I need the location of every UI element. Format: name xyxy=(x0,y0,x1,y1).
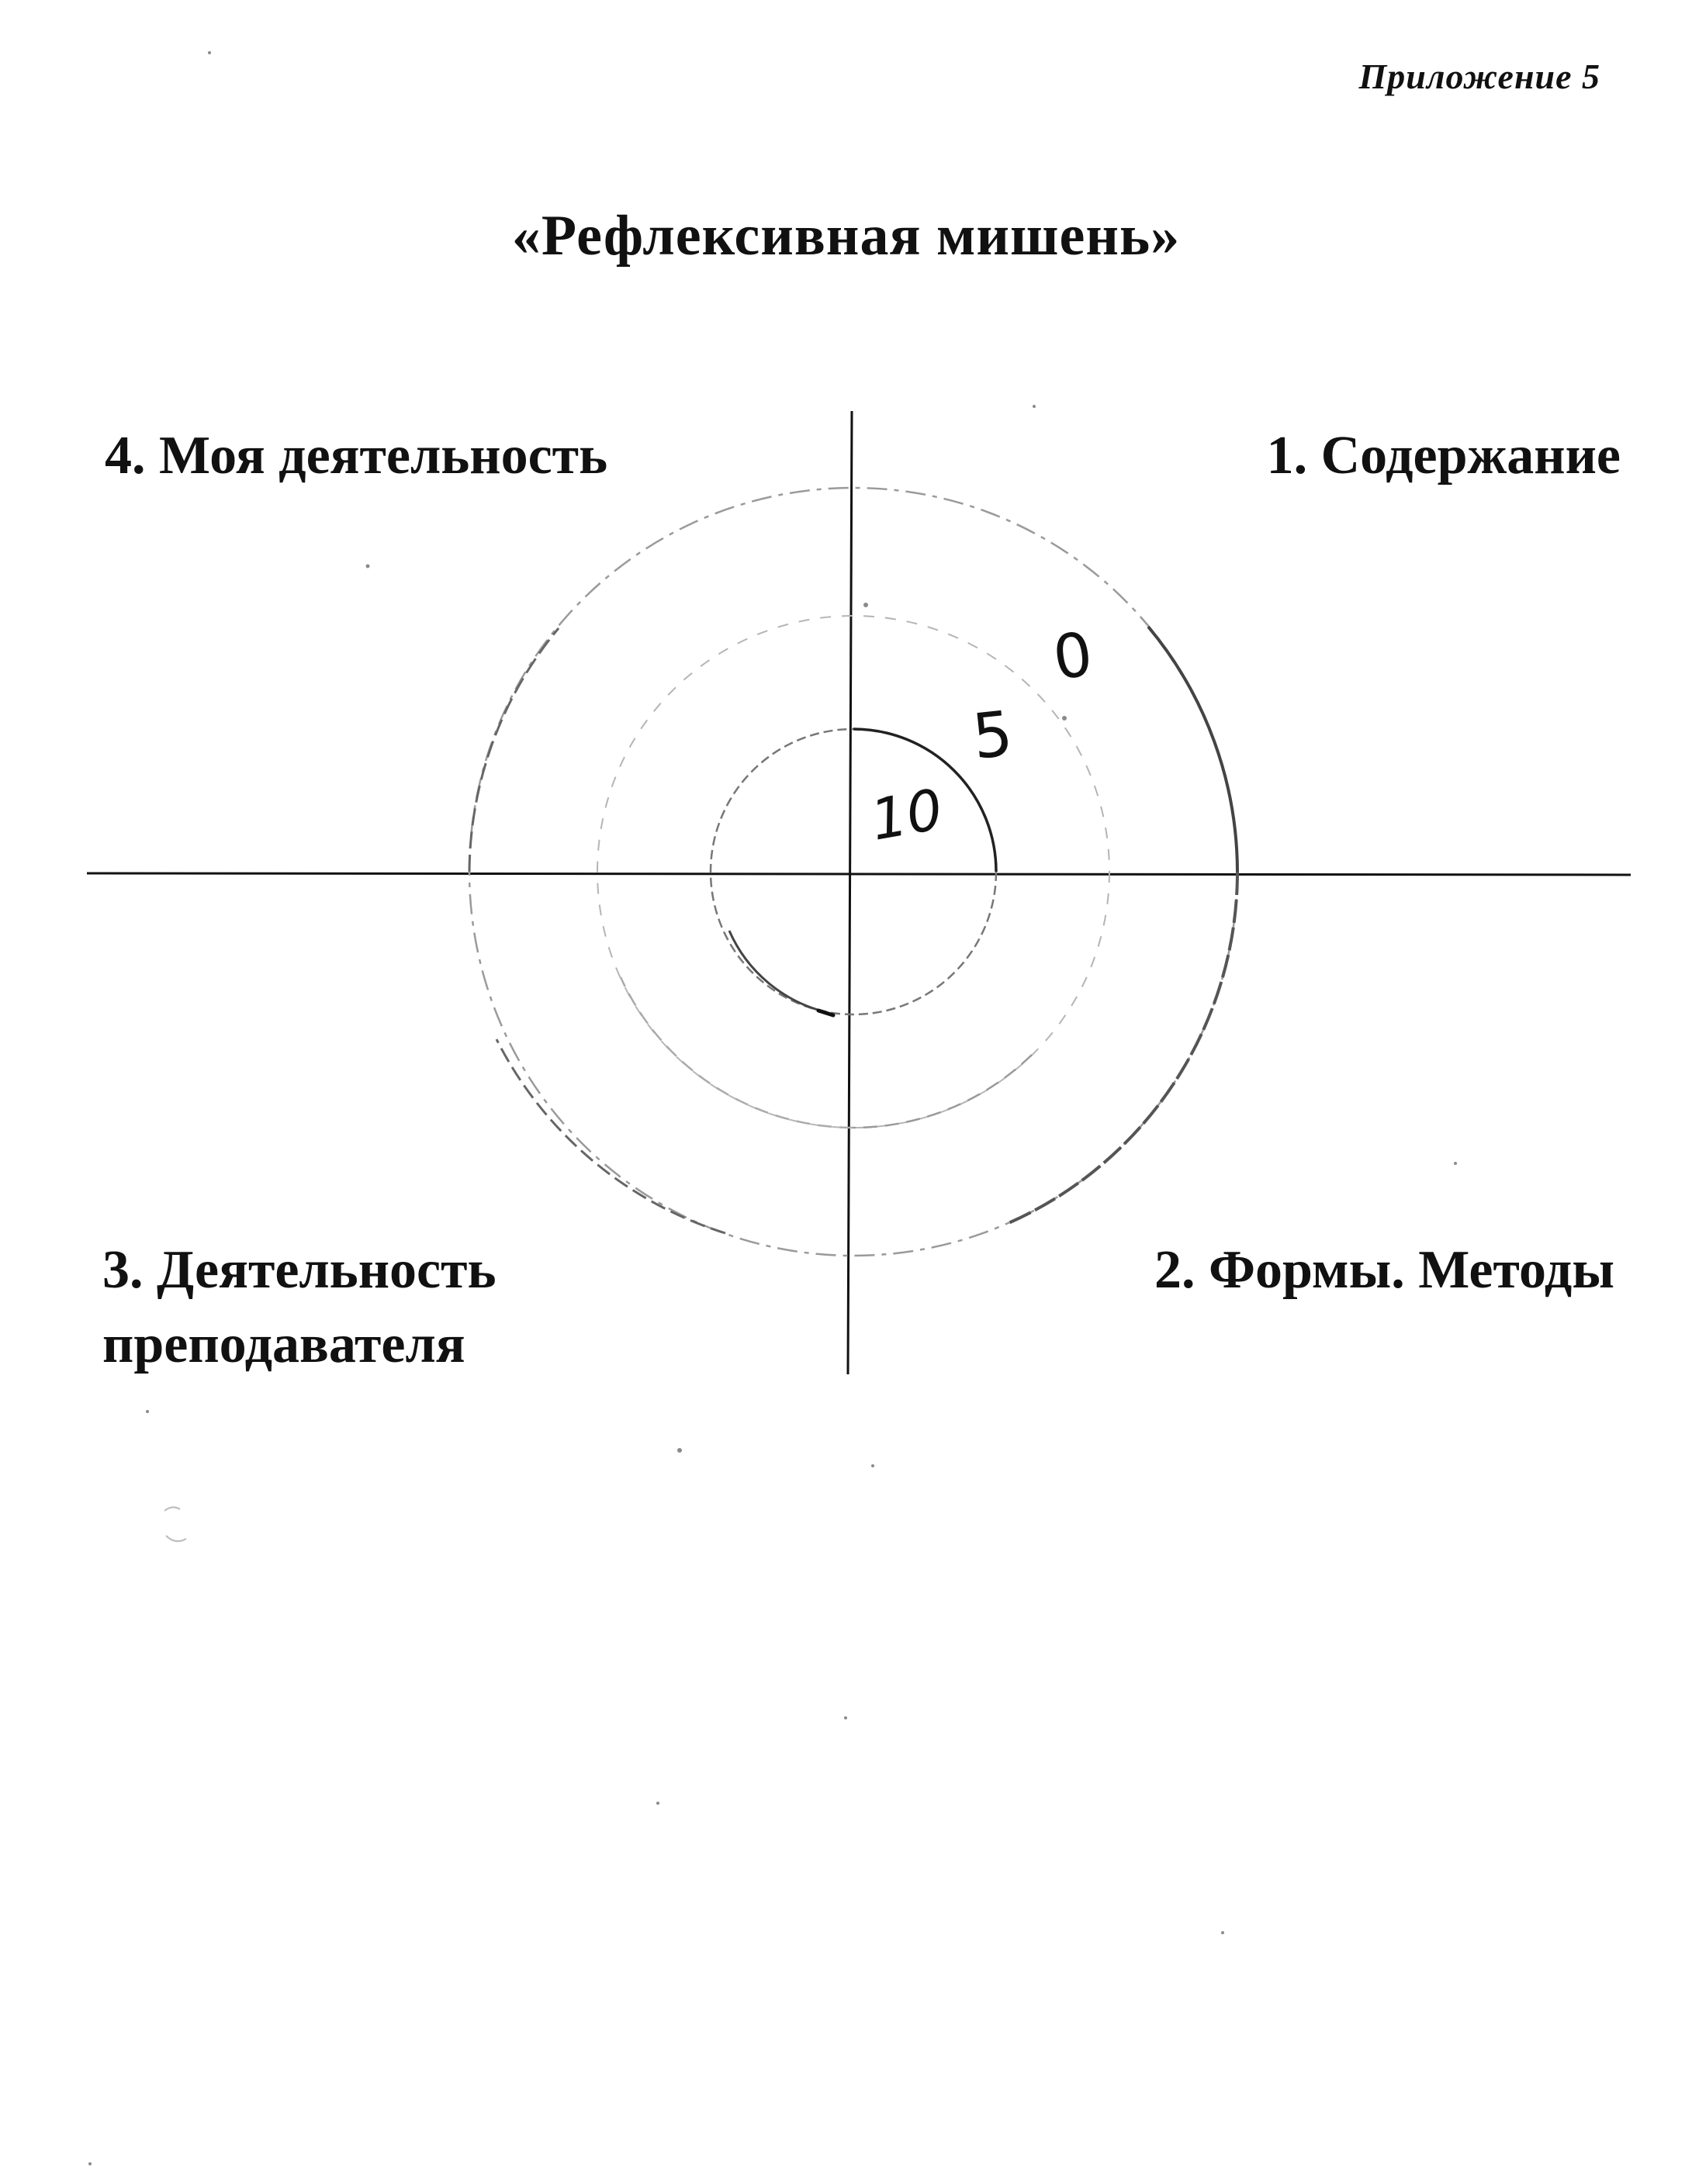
scan-speck xyxy=(656,1802,659,1805)
scale-label-inner: 10 xyxy=(866,776,948,853)
scan-speck xyxy=(1221,1931,1224,1934)
quadrant-label-teacher-activity-line1: 3. Деятельность xyxy=(102,1240,497,1300)
inner-ring-arc-sw xyxy=(729,931,826,1012)
vertical-axis xyxy=(848,411,852,1374)
appendix-label: Приложение 5 xyxy=(1358,57,1600,96)
scan-smudge xyxy=(164,1507,186,1541)
quadrant-label-teacher-activity-line2: преподавателя xyxy=(102,1315,465,1374)
scan-speck xyxy=(844,1716,847,1719)
horizontal-axis xyxy=(87,873,1631,875)
scan-speck xyxy=(1033,405,1036,408)
outer-ring xyxy=(469,488,1237,1256)
quadrant-label-my-activity: 4. Моя деятельность xyxy=(105,426,608,486)
outer-ring-dark-arc-nw xyxy=(469,628,559,872)
quadrant-label-forms-methods: 2. Формы. Методы xyxy=(1154,1240,1614,1300)
outer-ring-dark-arc-se xyxy=(1009,872,1237,1223)
middle-ring xyxy=(597,616,1109,1128)
quadrant-label-content: 1. Содержание xyxy=(1266,426,1621,486)
inner-ring-end-mark xyxy=(818,1011,833,1015)
middle-ring-arc-se xyxy=(853,1055,1032,1128)
scan-speck xyxy=(1062,716,1067,721)
scan-speck xyxy=(88,2162,92,2165)
outer-ring-dark-arc-ne xyxy=(1148,627,1237,872)
scale-label-middle: 5 xyxy=(969,697,1016,773)
scan-speck xyxy=(677,1448,682,1453)
middle-ring-arc-sw xyxy=(621,977,853,1128)
inner-ring xyxy=(711,729,996,1014)
scan-speck xyxy=(146,1410,149,1413)
scan-speck xyxy=(863,603,868,607)
scale-label-outer: 0 xyxy=(1049,619,1097,694)
scan-speck xyxy=(871,1464,874,1467)
page-title: «Рефлексивная мишень» xyxy=(511,204,1181,268)
scan-speck xyxy=(366,565,370,568)
scan-speck xyxy=(1454,1162,1457,1165)
scan-speck xyxy=(208,51,211,54)
